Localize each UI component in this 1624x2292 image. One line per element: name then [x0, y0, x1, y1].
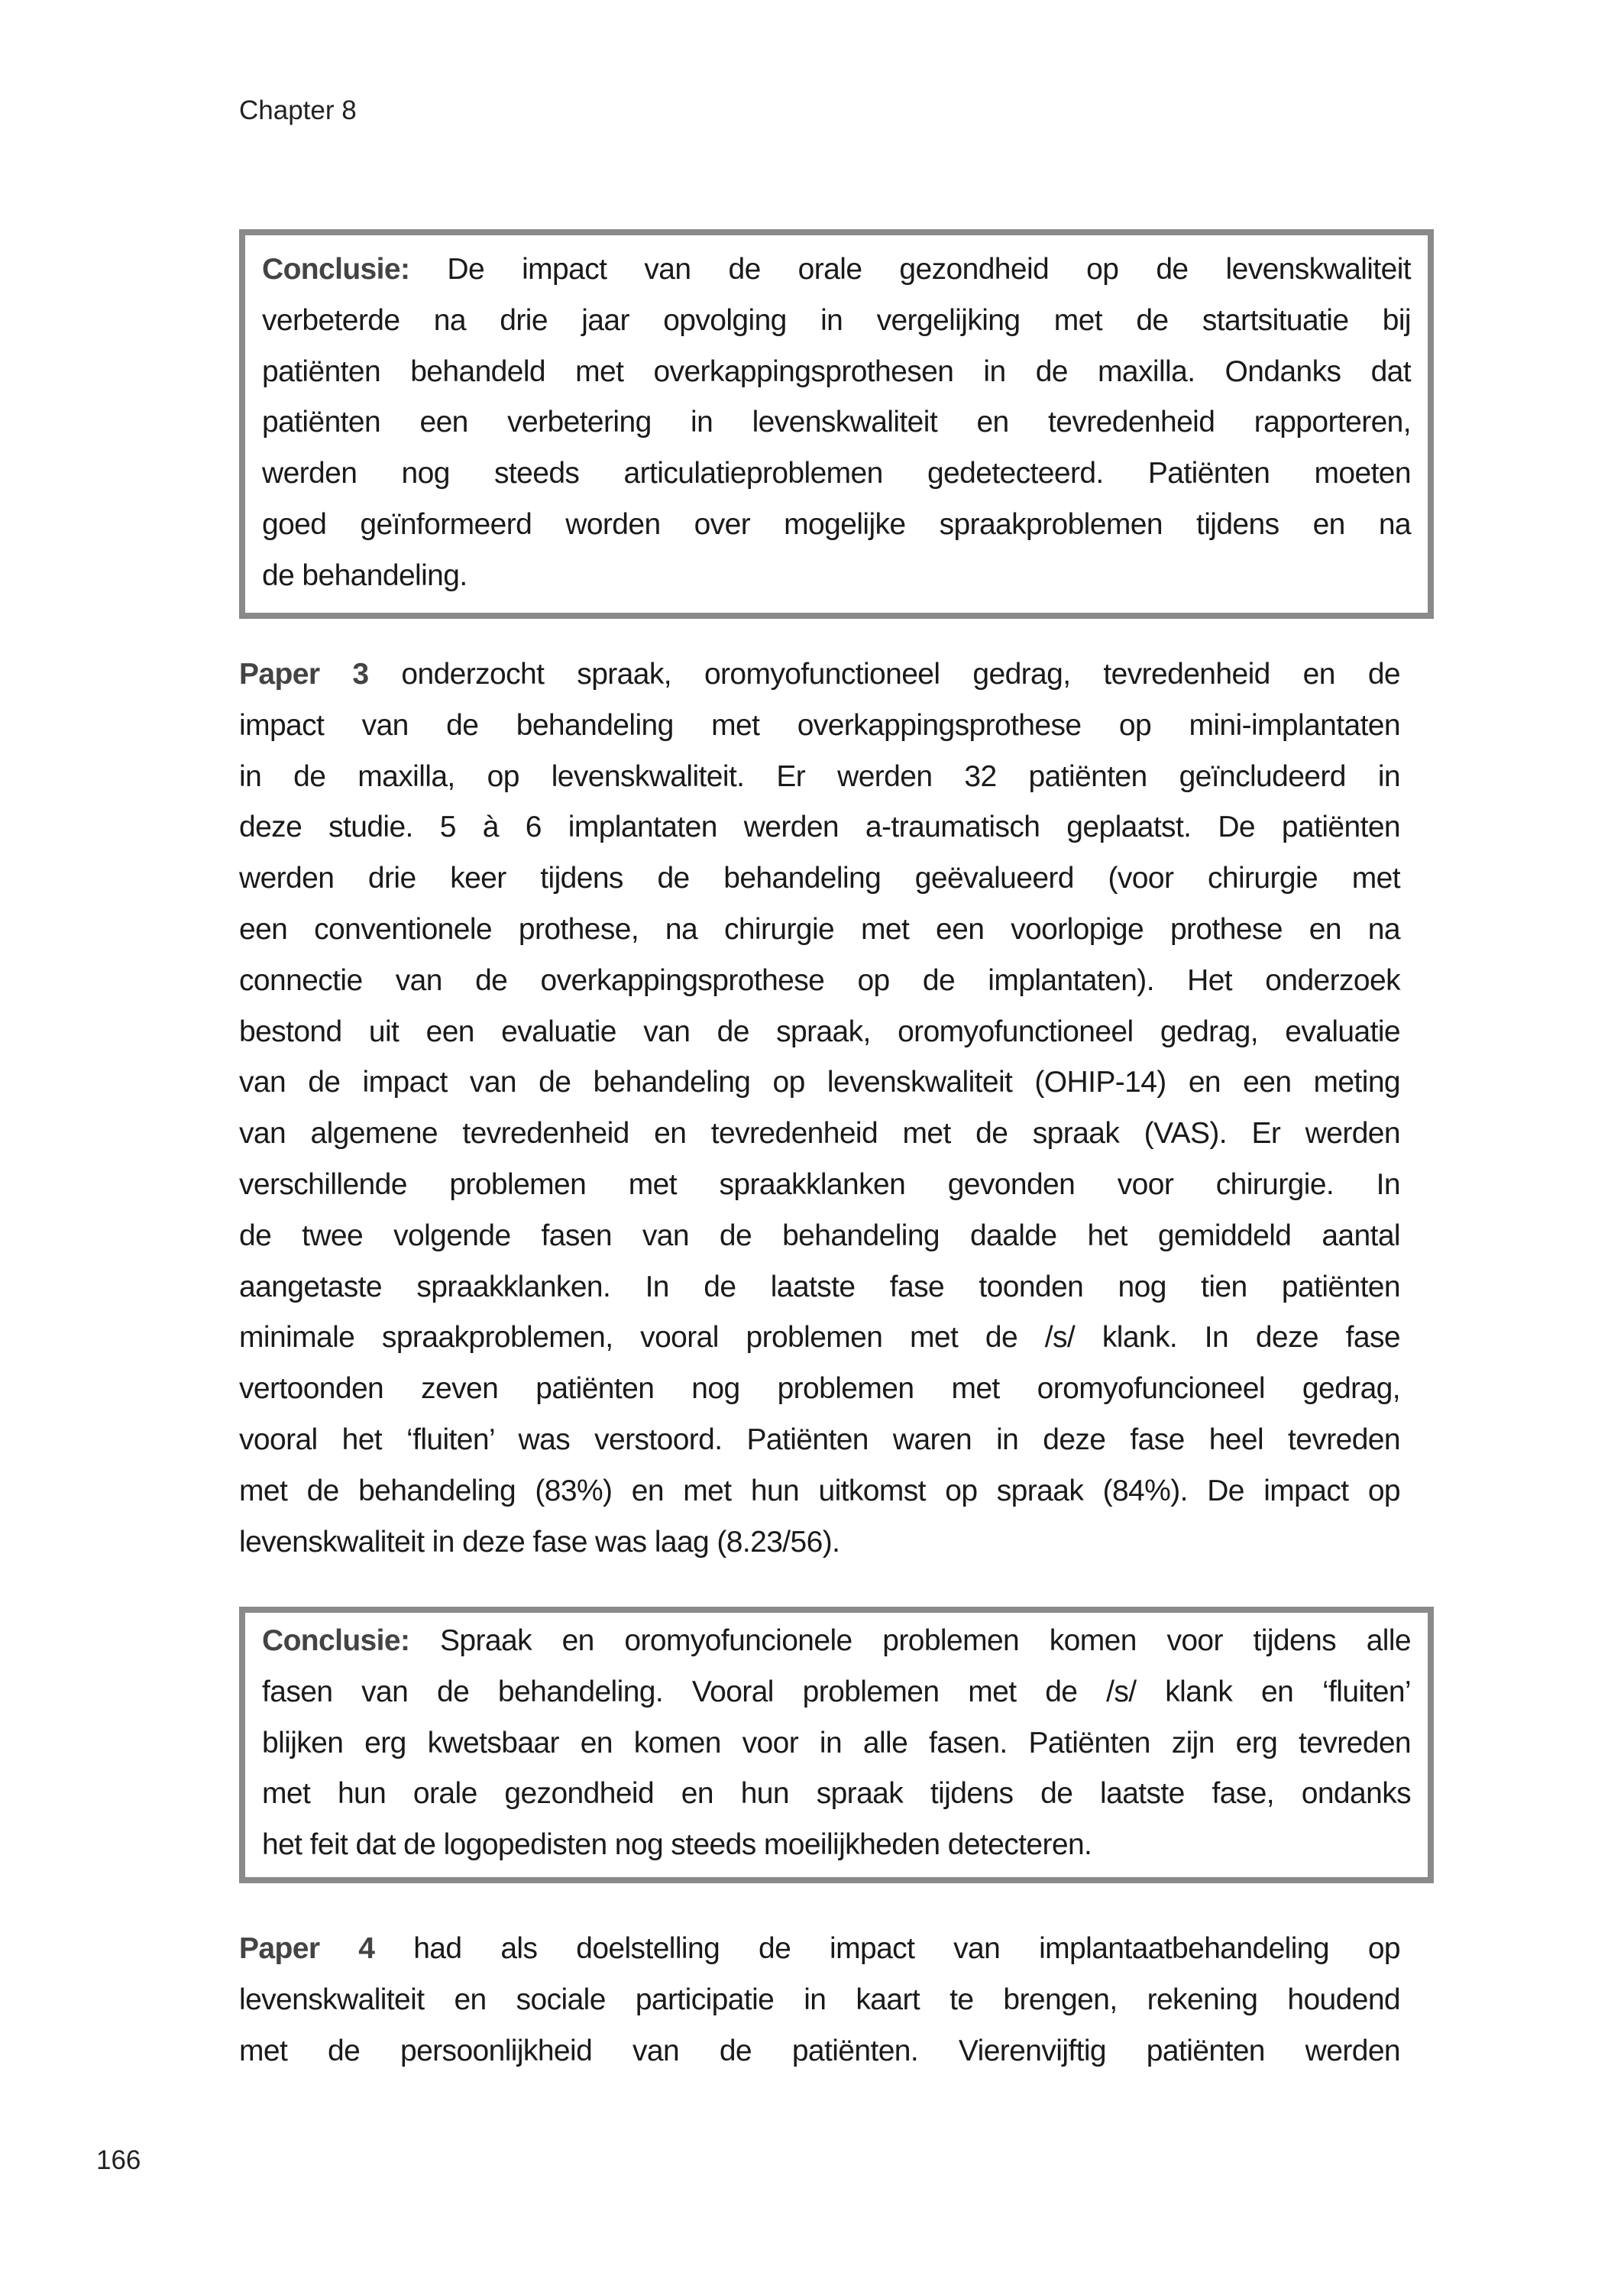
- conclusion-label: Conclusie:: [262, 253, 410, 286]
- line-text: de behandeling.: [262, 558, 467, 592]
- text-line: [239, 2026, 1400, 2077]
- line-text: met de persoonlijkheid van de patiënten. Vierenvijftig patiënten werden: [239, 2034, 1400, 2067]
- paper-4-paragraph: [239, 1924, 1400, 2077]
- line-text: patiënten een verbetering in levenskwaliteit en tevredenheid rapporteren,: [262, 406, 1411, 439]
- text-line: [239, 1160, 1400, 1211]
- text-line: [262, 244, 1411, 296]
- text-line: [239, 1924, 1400, 1975]
- line-text: had als doelstelling de impact van implantaatbehandeling op: [374, 1932, 1400, 1965]
- text-line: [239, 956, 1400, 1007]
- text-line: [239, 1975, 1400, 2026]
- line-text: impact van de behandeling met overkappingsprothese op mini-implantaten: [239, 708, 1400, 742]
- line-text: met de behandeling (83%) en met hun uitkomst op spraak (84%). De impact op: [239, 1474, 1400, 1507]
- line-text: onderzocht spraak, oromyofunctioneel gedrag, tevredenheid en de: [368, 658, 1400, 691]
- text-line: [239, 649, 1400, 701]
- line-text: de twee volgende fasen van de behandeling daalde het gemiddeld aantal: [239, 1219, 1400, 1252]
- page-number: 166: [96, 2145, 141, 2175]
- text-line: [239, 1313, 1400, 1364]
- text-line: [239, 1466, 1400, 1517]
- conclusion-label: Conclusie:: [262, 1624, 410, 1657]
- line-text: werden drie keer tijdens de behandeling geëvalueerd (voor chirurgie met: [239, 862, 1400, 895]
- line-text: levenskwaliteit in deze fase was laag (8.23/56).: [239, 1525, 840, 1559]
- text-line: [239, 1517, 1400, 1568]
- line-text: verbeterde na drie jaar opvolging in vergelijking met de startsituatie bij: [262, 303, 1411, 337]
- line-text: De impact van de orale gezondheid op de levenskwaliteit: [409, 253, 1411, 286]
- text-line: [239, 1415, 1400, 1466]
- paper-label: Paper 3: [239, 658, 369, 691]
- text-line: [262, 1769, 1411, 1820]
- line-text: patiënten behandeld met overkappingsprothesen in de maxilla. Ondanks dat: [262, 354, 1411, 388]
- line-text: levenskwaliteit en sociale participatie in kaart te brengen, rekening houdend: [239, 1983, 1400, 2016]
- text-line: [262, 448, 1411, 500]
- text-line: [239, 853, 1400, 905]
- text-line: [239, 1057, 1400, 1109]
- line-text: fasen van de behandeling. Vooral problemen met de /s/ klank en ‘fluiten’: [262, 1675, 1411, 1708]
- line-text: goed geïnformeerd worden over mogelijke spraakproblemen tijdens en na: [262, 507, 1411, 541]
- text-line: [239, 701, 1400, 752]
- text-line: [262, 296, 1411, 347]
- text-line: [262, 1616, 1411, 1667]
- line-text: werden nog steeds articulatieproblemen gedetecteerd. Patiënten moeten: [262, 457, 1411, 490]
- text-line: [262, 397, 1411, 448]
- text-line: [239, 752, 1400, 803]
- running-header: Chapter 8: [239, 96, 357, 125]
- text-line: [239, 905, 1400, 956]
- line-text: Spraak en oromyofuncionele problemen komen voor tijdens alle: [409, 1624, 1411, 1657]
- text-line: [262, 551, 1411, 602]
- text-line: [262, 347, 1411, 398]
- text-line: [262, 1820, 1411, 1871]
- text-line: [239, 802, 1400, 853]
- line-text: vooral het ‘fluiten’ was verstoord. Patiënten waren in deze fase heel tevreden: [239, 1423, 1400, 1456]
- line-text: het feit dat de logopedisten nog steeds moeilijkheden detecteren.: [262, 1828, 1092, 1862]
- line-text: verschillende problemen met spraakklanken gevonden voor chirurgie. In: [239, 1167, 1400, 1201]
- text-line: [262, 1718, 1411, 1769]
- line-text: met hun orale gezondheid en hun spraak tijdens de laatste fase, ondanks: [262, 1777, 1411, 1811]
- paper-3-paragraph: [239, 649, 1400, 1568]
- line-text: minimale spraakproblemen, vooral problemen met de /s/ klank. In deze fase: [239, 1321, 1400, 1355]
- text-line: [262, 1667, 1411, 1718]
- text-line: [239, 1262, 1400, 1313]
- line-text: aangetaste spraakklanken. In de laatste fase toonden nog tien patiënten: [239, 1270, 1400, 1303]
- conclusion-box-2: [239, 1607, 1434, 1883]
- conclusion-box-1: [239, 229, 1434, 619]
- line-text: connectie van de overkappingsprothese op de implantaten). Het onderzoek: [239, 963, 1400, 997]
- line-text: een conventionele prothese, na chirurgie met een voorlopige prothese en na: [239, 912, 1400, 946]
- text-line: [239, 1364, 1400, 1415]
- line-text: in de maxilla, op levenskwaliteit. Er werden 32 patiënten geïncludeerd in: [239, 759, 1400, 793]
- line-text: van de impact van de behandeling op levenskwaliteit (OHIP-14) en een meting: [239, 1066, 1400, 1099]
- text-line: [262, 500, 1411, 551]
- line-text: bestond uit een evaluatie van de spraak, oromyofunctioneel gedrag, evaluatie: [239, 1015, 1400, 1048]
- line-text: vertoonden zeven patiënten nog problemen met oromyofuncioneel gedrag,: [239, 1372, 1400, 1406]
- line-text: van algemene tevredenheid en tevredenheid met de spraak (VAS). Er werden: [239, 1117, 1400, 1151]
- text-line: [239, 1007, 1400, 1058]
- line-text: blijken erg kwetsbaar en komen voor in alle fasen. Patiënten zijn erg tevreden: [262, 1726, 1411, 1759]
- text-line: [239, 1109, 1400, 1160]
- line-text: deze studie. 5 à 6 implantaten werden a-traumatisch geplaatst. De patiënten: [239, 811, 1400, 844]
- paper-label: Paper 4: [239, 1932, 375, 1965]
- text-line: [239, 1211, 1400, 1262]
